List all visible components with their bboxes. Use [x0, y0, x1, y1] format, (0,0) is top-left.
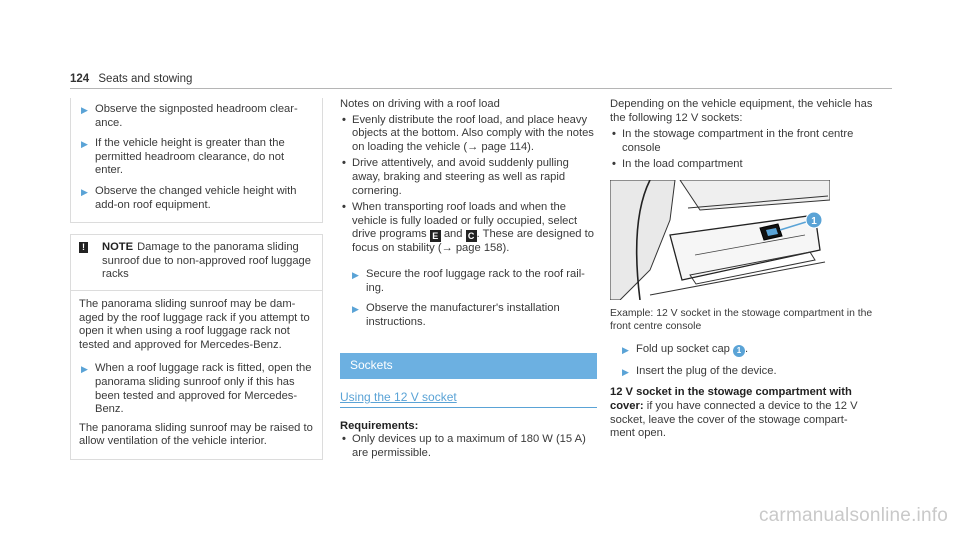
- requirements-list: [340, 433, 597, 460]
- socket-illustration: [610, 180, 830, 300]
- step-text: Observe the changed vehicle height with add-on roof equipment.: [95, 184, 297, 211]
- step-text: Observe the manufacturer's installation instructions.: [366, 302, 560, 328]
- note-paragraph: The panorama sliding sunroof may be dam- aged by the roof luggage rack if you attempt to open it when using a roof luggage rack not tested and approved for Mercedes-Benz.: [79, 297, 310, 351]
- bullet-icon: •: [342, 201, 346, 214]
- list-item: • Only devices up to a maximum of 180 W (15 A) are permissible.: [342, 433, 586, 459]
- drive-program-text: When transporting roof loads and when the vehicle is fully loaded or fully occupied, select drive programs E and C . These are designed to focus on stability (→ page 158).: [352, 201, 594, 255]
- bullet-icon: •: [612, 158, 616, 171]
- step-item: [610, 365, 874, 380]
- note-paragraph: The panorama sliding sunroof may be raised to allow ventilation of the vehicle interior.: [79, 421, 313, 448]
- step-item: [79, 185, 314, 212]
- note-title: NOTE: [102, 241, 134, 254]
- note-header: [71, 235, 322, 291]
- list-item: [340, 201, 597, 256]
- exclamation-icon: !: [79, 242, 88, 253]
- column-right: [610, 98, 874, 441]
- step-text: Insert the plug of the device.: [636, 364, 777, 377]
- note-description: Damage to the panorama sliding sunroof due to non-approved roof luggage racks: [102, 241, 311, 281]
- step-item: [610, 343, 874, 358]
- note-text: [102, 241, 314, 282]
- socket-cover-note: [610, 386, 874, 440]
- arrow-right-icon: ▶: [352, 269, 359, 280]
- note-body: [71, 291, 322, 459]
- callout-number: 1: [811, 215, 817, 227]
- column-middle: [340, 98, 597, 463]
- arrow-right-icon: ▶: [81, 105, 88, 115]
- column-left: [70, 98, 323, 460]
- note-box: [70, 234, 323, 460]
- step-item: [79, 137, 314, 178]
- list-item: • Drive attentively, and avoid suddenly pulling away, braking and steering as well as rapid cornering.: [342, 157, 569, 197]
- warning-steps-box: [70, 98, 323, 223]
- note-heading: 12 V socket in the stowage compartment with cover:: [610, 386, 852, 412]
- arrow-right-icon: ▶: [622, 345, 629, 356]
- watermark: carmanualsonline.info: [758, 505, 948, 527]
- intro-text: Depending on the vehicle equipment, the vehicle has the following 12 V sockets:: [610, 98, 873, 124]
- list-item: • Evenly distribute the roof load, and place heavy objects at the bottom. Also comply with the notes on loading the vehicle (→ page 114).: [342, 113, 594, 153]
- intro-text: Notes on driving with a roof load: [340, 98, 500, 110]
- socket-list: [610, 128, 874, 172]
- arrow-right-icon: ▶: [81, 364, 88, 375]
- list-item: • In the load compartment: [612, 158, 743, 171]
- section-title: Seats and stowing: [98, 73, 193, 85]
- callout-marker: 1: [733, 345, 745, 357]
- note-text: if you have connected a device to the 12 V socket, leave the cover of the stowage compart- ment open.: [610, 399, 858, 440]
- step-text: When a roof luggage rack is fitted, open the panorama sliding sunroof only if this has been tested and approved for Mercedes-Benz.: [95, 362, 312, 416]
- arrow-right-icon: ▶: [352, 304, 359, 315]
- bullet-icon: •: [342, 157, 346, 170]
- step-item: [340, 302, 597, 329]
- step-text: Secure the roof luggage rack to the roof rail- ing.: [366, 267, 585, 294]
- arrow-right-icon: ▶: [622, 366, 629, 377]
- step-text: If the vehicle height is greater than the permitted headroom clearance, do not enter.: [95, 137, 285, 177]
- header-divider: [70, 88, 892, 89]
- step-item: [79, 103, 314, 130]
- section-banner: Sockets: [340, 353, 597, 379]
- bullet-icon: •: [342, 113, 346, 126]
- requirements-title: Requirements:: [340, 419, 419, 432]
- page-number: 124: [70, 73, 90, 85]
- drive-program-c-icon: C: [466, 230, 477, 242]
- step-text: Observe the signposted headroom clear- ance.: [95, 103, 298, 129]
- step-text: Fold up socket cap 1 .: [636, 343, 749, 356]
- bullet-icon: •: [612, 128, 616, 141]
- arrow-right-icon: ▶: [81, 139, 88, 150]
- drive-program-e-icon: E: [430, 230, 441, 242]
- image-caption: Example: 12 V socket in the stowage compartment in the front centre console: [610, 307, 873, 332]
- bullet-icon: •: [342, 433, 346, 446]
- subsection-heading: Using the 12 V socket: [340, 391, 597, 408]
- roof-load-list: [340, 114, 597, 256]
- arrow-right-icon: ▶: [81, 186, 88, 197]
- page-header: [70, 73, 192, 87]
- step-item: [79, 362, 314, 416]
- step-item: [340, 268, 597, 295]
- list-item: • In the stowage compartment in the front centre console: [612, 128, 854, 154]
